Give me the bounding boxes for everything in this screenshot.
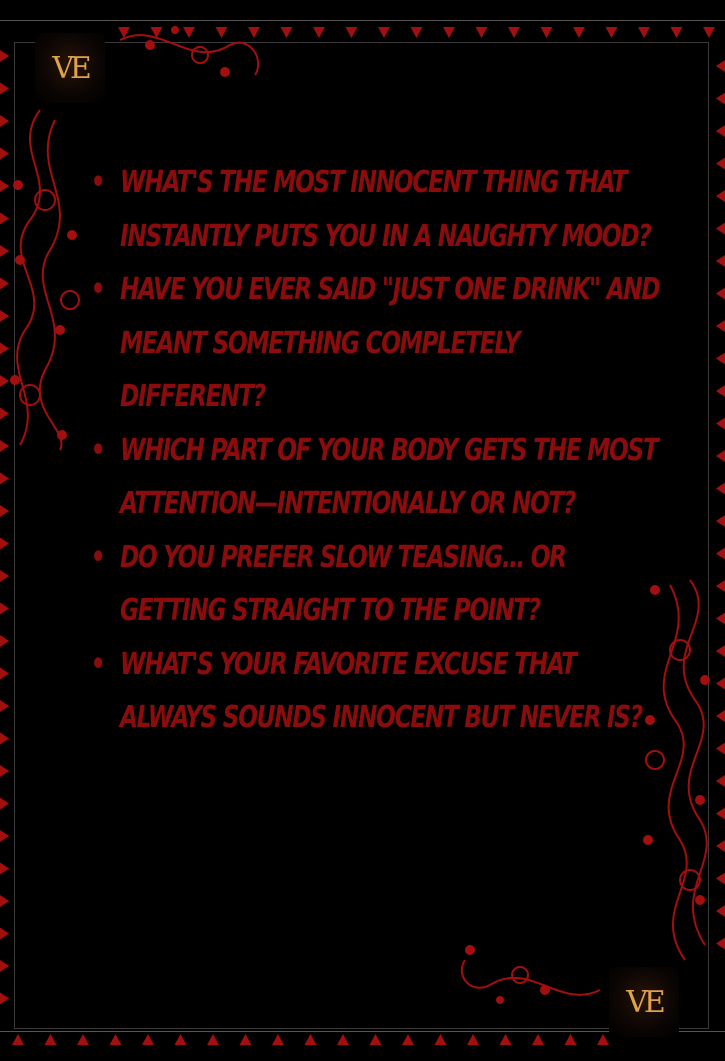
list-item: • WHAT'S YOUR FAVORITE EXCUSE THAT ALWAYS SOUNDS INNOCENT BUT NEVER IS? [120, 638, 662, 745]
list-item: • DO YOU PREFER SLOW TEASING… OR GETTING STRAIGHT TO THE POINT? [120, 531, 662, 638]
logo-top: VE [35, 33, 105, 103]
list-item: • WHAT'S THE MOST INNOCENT THING THAT INSTANTLY PUTS YOU IN A NAUGHTY MOOD? [120, 156, 662, 263]
logo-bottom: VE [609, 967, 679, 1037]
question-list [82, 156, 660, 745]
list-item: • WHICH PART OF YOUR BODY GETS THE MOST ATTENTION—INTENTIONALLY OR NOT? [120, 424, 662, 531]
list-item: • HAVE YOU EVER SAID "JUST ONE DRINK" AND MEANT SOMETHING COMPLETELY DIFFERENT? [120, 263, 662, 424]
